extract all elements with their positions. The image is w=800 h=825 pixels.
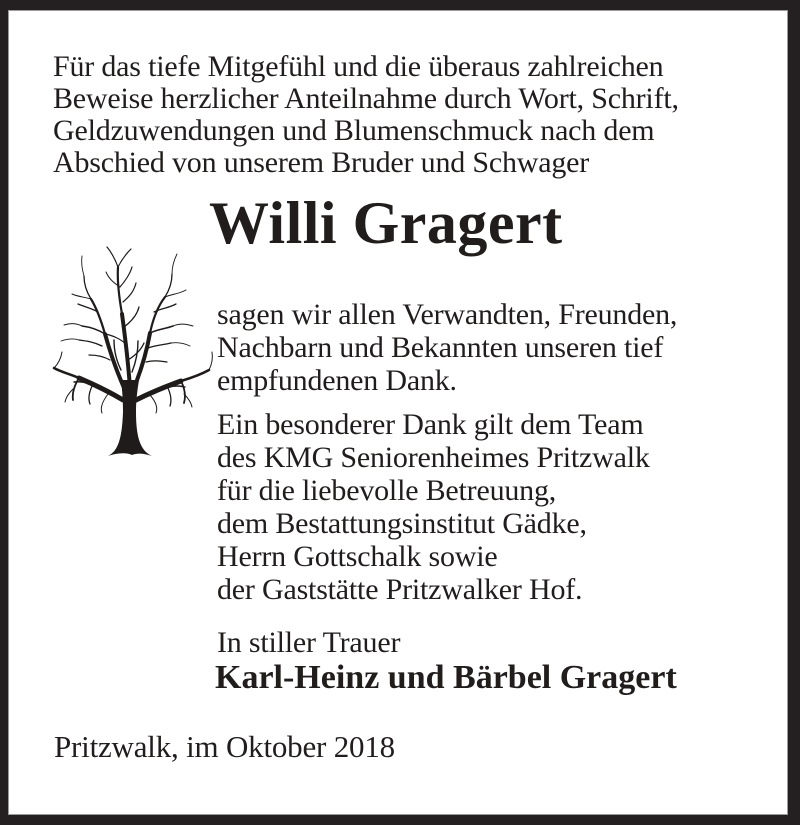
special-thanks-line: Ein besonderer Dank gilt dem Team: [217, 408, 644, 441]
special-thanks-line: dem Bestattungsinstitut Gädke,: [217, 507, 587, 540]
place-and-date: Pritzwalk, im Oktober 2018: [54, 729, 395, 764]
special-thanks-line: Herrn Gottschalk sowie: [217, 540, 498, 573]
obituary-card: [8, 10, 788, 815]
closing-phrase: In stiller Trauer: [217, 626, 401, 659]
deceased-name: Willi Gragert: [209, 190, 563, 256]
intro-line: Geldzuwendungen und Blumenschmuck nach dem: [53, 114, 655, 147]
intro-line: Abschied von unserem Bruder und Schwager: [53, 146, 590, 179]
intro-line: Beweise herzlicher Anteilnahme durch Wort, Schrift,: [53, 82, 679, 115]
mourners-names: Karl-Heinz und Bärbel Gragert: [215, 659, 677, 696]
thanks-paragraph: [217, 298, 677, 397]
bare-tree-icon: [46, 242, 218, 458]
special-thanks-paragraph: [217, 408, 650, 606]
special-thanks-line: für die liebevolle Betreuung,: [217, 474, 557, 507]
thanks-line: empfundenen Dank.: [217, 364, 457, 397]
thanks-line: Nachbarn und Bekannten unseren tief: [217, 331, 664, 364]
thanks-line: sagen wir allen Verwandten, Freunden,: [217, 298, 678, 331]
intro-paragraph: [53, 51, 679, 179]
special-thanks-line: der Gaststätte Pritzwalker Hof.: [217, 573, 583, 606]
special-thanks-line: des KMG Seniorenheimes Pritzwalk: [217, 441, 650, 474]
intro-line: Für das tiefe Mitgefühl und die überaus zahlreichen: [53, 50, 664, 83]
